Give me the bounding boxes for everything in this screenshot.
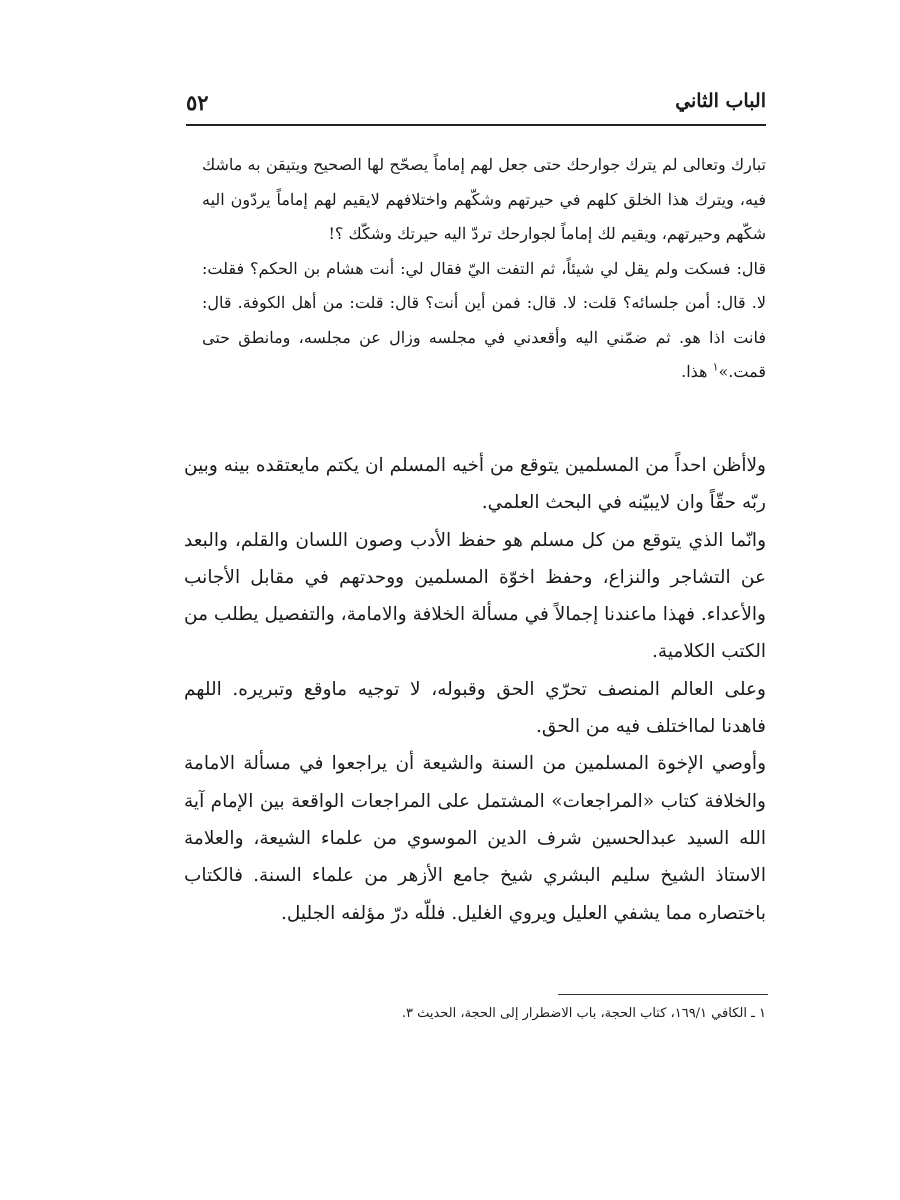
quote-paragraph — [202, 252, 766, 390]
running-title: الباب الثاني — [675, 90, 766, 112]
body-text — [184, 447, 766, 932]
body-paragraph: وعلى العالم المنصف تحرّي الحق وقبوله، لا توجيه ماوقع وتبريره. اللهم فاهدنا لمااختلف فيه من الحق. — [184, 678, 766, 738]
header-rule — [186, 124, 766, 126]
page-number: ٥٢ — [186, 90, 209, 115]
quote-text: قال: فسكت ولم يقل لي شيئاً، ثم التفت اليّ فقال لي: أنت هشام بن الحكم؟ فقلت: لا. قال: أمن جلسائه؟ قلت: لا. قال: فمن أين أنت؟ قال: قلت: من أهل الكوفة. قال: فانت اذا هو. ثم ضمّني اليه وأقعدني في مجلسه وزال عن مجلسه، ومانطق حتى قمت.» — [202, 258, 766, 381]
body-paragraph: ولاأظن احداً من المسلمين يتوقع من أخيه المسلم ان يكتم مايعتقده بينه وبين ربّه حقّاً وان لايبيّنه في البحث العلمي. — [184, 455, 766, 514]
body-paragraph: وانّما الذي يتوقع من كل مسلم هو حفظ الأدب وصون اللسان والقلم، والبعد عن التشاجر والنزاع، وحفظ اخوّة المسلمين ووحدتهم في مقابل الأجانب والأعداء. فهذا ماعندنا إجمالاً في مسألة الخلافة والامامة، والتفصيل يطلب من الكتب الكلامية. — [184, 529, 766, 663]
footnote-reference: ١ — [712, 360, 719, 374]
quote-paragraph: تبارك وتعالى لم يترك جوارحك حتى جعل لهم إماماً يصحّح لها الصحيح ويتيقن به ماشك فيه، ويترك هذا الخلق كلهم في حيرتهم وشكّهم واختلافهم لايقيم لهم إماماً يردّون اليه شكّهم وحيرتهم، ويقيم لك إماماً لجوارحك تردّ اليه حيرتك وشكّك ؟! — [202, 155, 767, 243]
footnote-rule — [558, 994, 768, 995]
body-paragraph: وأوصي الإخوة المسلمين من السنة والشيعة أن يراجعوا في مسألة الامامة والخلافة كتاب «المراجعات» المشتمل على المراجعات الواقعة بين الإمام آية الله السيد عبدالحسين شرف الدين الموسوي من علماء الشيعة، والعلامة الاستاذ الشيخ سليم البشري شيخ جامع الأزهر من علماء السنة. فالكتاب باختصاره مما يشفي العليل ويروي الغليل. فللّه درّ مؤلفه الجليل. — [184, 753, 766, 924]
quoted-passage — [202, 148, 766, 390]
quote-tail: هذا. — [681, 362, 708, 381]
page-header — [186, 86, 766, 116]
footnote: ١ ـ الكافي ١٦٩/١، كتاب الحجة، باب الاضطرار إلى الحجة، الحديث ٣. — [401, 1006, 766, 1021]
